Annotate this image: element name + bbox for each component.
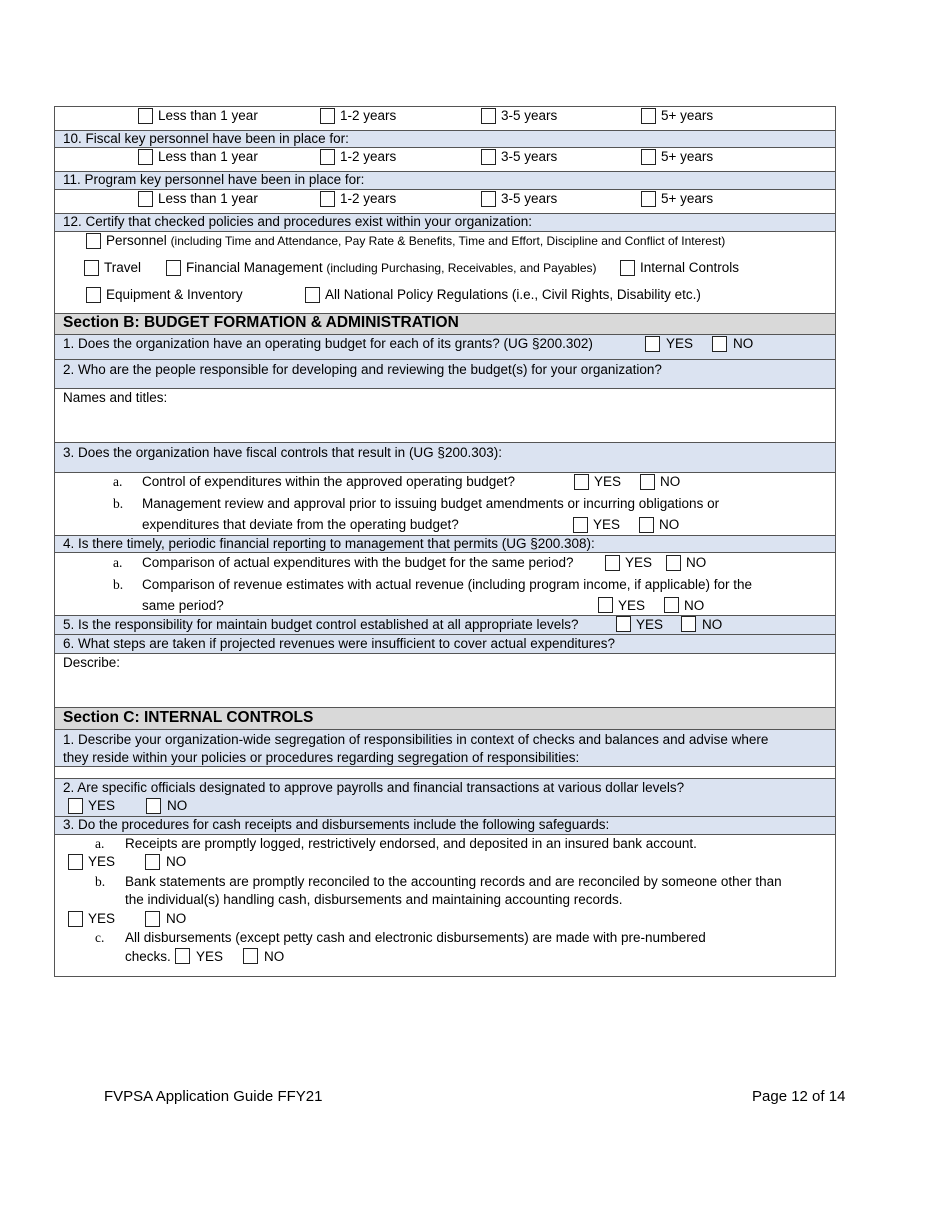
c-a-no-checkbox[interactable] xyxy=(145,854,160,870)
describe-field[interactable] xyxy=(63,673,823,703)
b-q4b-yes-label: YES xyxy=(618,598,646,613)
b-q5-no-label: NO xyxy=(702,617,723,632)
c-q1-line2: they reside within your policies or procedures regarding segregation of responsibilities: xyxy=(63,750,580,765)
c-a-label: a. xyxy=(95,836,105,851)
c-q2-yes-checkbox[interactable] xyxy=(68,798,83,814)
b-q4a-no-label: NO xyxy=(686,555,707,570)
financial-management-label xyxy=(186,260,597,276)
b-q1-text: 1. Does the organization have an operating budget for each of its grants? (UG §200.302) xyxy=(63,336,593,351)
c-c-line2: checks. xyxy=(125,949,171,964)
personnel-checkbox[interactable] xyxy=(86,233,101,249)
c-b-label: b. xyxy=(95,874,106,889)
b-q3b-yes-label: YES xyxy=(593,517,621,532)
c-c-yes-label: YES xyxy=(196,949,224,964)
internal-controls-label: Internal Controls xyxy=(640,260,740,275)
names-titles-field[interactable] xyxy=(63,407,823,439)
q9-y12-checkbox[interactable] xyxy=(320,108,335,124)
c-c-no-label: NO xyxy=(264,949,285,964)
c-q2-no-checkbox[interactable] xyxy=(146,798,161,814)
c-a-yes-checkbox[interactable] xyxy=(68,854,83,870)
footer-page-number: Page 12 of 14 xyxy=(752,1088,846,1105)
q11-y5p-label: 5+ years xyxy=(661,191,714,206)
q9-lt1-label: Less than 1 year xyxy=(158,108,258,123)
q9-y35-label: 3-5 years xyxy=(501,108,558,123)
b-q3b-line2: expenditures that deviate from the operating budget? xyxy=(142,517,459,532)
b-q5-yes-label: YES xyxy=(636,617,664,632)
c-q2-no-label: NO xyxy=(167,798,188,813)
q11-y12-label: 1-2 years xyxy=(340,191,397,206)
c-a-yes-label: YES xyxy=(88,854,116,869)
b-q3a-no-label: NO xyxy=(660,474,681,489)
financial-note: (including Purchasing, Receivables, and Payables) xyxy=(326,261,597,275)
b-q3a-no-checkbox[interactable] xyxy=(640,474,655,490)
b-q4b-no-checkbox[interactable] xyxy=(664,597,679,613)
q10-lt1-checkbox[interactable] xyxy=(138,149,153,165)
b-q1-yes-label: YES xyxy=(666,336,694,351)
internal-controls-checkbox[interactable] xyxy=(620,260,635,276)
b-q3b-line1: Management review and approval prior to issuing budget amendments or incurring obligations or xyxy=(142,496,720,511)
b-q3b-no-label: NO xyxy=(659,517,680,532)
c-a-text: Receipts are promptly logged, restrictively endorsed, and deposited in an insured bank account. xyxy=(125,836,697,851)
national-policy-checkbox[interactable] xyxy=(305,287,320,303)
c-b-yes-label: YES xyxy=(88,911,116,926)
c-c-label: c. xyxy=(95,930,105,945)
b-q6-text: 6. What steps are taken if projected revenues were insufficient to cover actual expenditures? xyxy=(63,636,616,651)
b-q4b-line1: Comparison of revenue estimates with actual revenue (including program income, if applicable) for the xyxy=(142,577,753,592)
q11-y35-checkbox[interactable] xyxy=(481,191,496,207)
b-q2-text: 2. Who are the people responsible for developing and reviewing the budget(s) for your organization? xyxy=(63,362,662,377)
q10-lt1-label: Less than 1 year xyxy=(158,149,258,164)
q10-y5p-label: 5+ years xyxy=(661,149,714,164)
b-q4a-yes-label: YES xyxy=(625,555,653,570)
q11-lt1-label: Less than 1 year xyxy=(158,191,258,206)
b-q5-text: 5. Is the responsibility for maintain budget control established at all appropriate levels? xyxy=(63,617,579,632)
financial-management-checkbox[interactable] xyxy=(166,260,181,276)
b-q3b-yes-checkbox[interactable] xyxy=(573,517,588,533)
q11-lt1-checkbox[interactable] xyxy=(138,191,153,207)
b-q4-text: 4. Is there timely, periodic financial reporting to management that permits (UG §200.308): xyxy=(63,536,595,551)
q10-y35-checkbox[interactable] xyxy=(481,149,496,165)
equipment-checkbox[interactable] xyxy=(86,287,101,303)
b-q3a-yes-label: YES xyxy=(594,474,622,489)
b-q4a-no-checkbox[interactable] xyxy=(666,555,681,571)
b-q3a-text: Control of expenditures within the approved operating budget? xyxy=(142,474,516,489)
q10-y5p-checkbox[interactable] xyxy=(641,149,656,165)
q9-y5p-checkbox[interactable] xyxy=(641,108,656,124)
b-q1-no-label: NO xyxy=(733,336,754,351)
q12-text: 12. Certify that checked policies and procedures exist within your organization: xyxy=(63,214,532,229)
describe-label: Describe: xyxy=(63,655,121,670)
q11-y35-label: 3-5 years xyxy=(501,191,558,206)
b-q3a-yes-checkbox[interactable] xyxy=(574,474,589,490)
c-a-no-label: NO xyxy=(166,854,187,869)
b-q4a-label: a. xyxy=(113,555,123,570)
b-q5-no-checkbox[interactable] xyxy=(681,616,696,632)
financial-title: Financial Management xyxy=(186,260,323,275)
b-q4b-yes-checkbox[interactable] xyxy=(598,597,613,613)
names-titles-label: Names and titles: xyxy=(63,390,168,405)
travel-label: Travel xyxy=(104,260,142,275)
q9-y35-checkbox[interactable] xyxy=(481,108,496,124)
national-policy-label: All National Policy Regulations (i.e., Civil Rights, Disability etc.) xyxy=(325,287,701,302)
c-b-line1: Bank statements are promptly reconciled to the accounting records and are reconciled by someone other than xyxy=(125,874,782,889)
c-q3-text: 3. Do the procedures for cash receipts and disbursements include the following safeguards: xyxy=(63,817,610,832)
personnel-title: Personnel xyxy=(106,233,167,248)
footer-guide-title: FVPSA Application Guide FFY21 xyxy=(104,1088,323,1105)
c-q1-line1: 1. Describe your organization-wide segregation of responsibilities in context of checks and balances and advise where xyxy=(63,732,769,747)
form-table xyxy=(54,106,836,977)
q11-text: 11. Program key personnel have been in place for: xyxy=(63,172,365,187)
c-c-no-checkbox[interactable] xyxy=(243,948,258,964)
b-q3b-label: b. xyxy=(113,496,124,511)
q10-y35-label: 3-5 years xyxy=(501,149,558,164)
b-q4b-label: b. xyxy=(113,577,124,592)
b-q4a-yes-checkbox[interactable] xyxy=(605,555,620,571)
c-c-line1: All disbursements (except petty cash and electronic disbursements) are made with pre-numbered xyxy=(125,930,706,945)
b-q4b-no-label: NO xyxy=(684,598,705,613)
q9-lt1-checkbox[interactable] xyxy=(138,108,153,124)
c-b-no-checkbox[interactable] xyxy=(145,911,160,927)
b-q1-no-checkbox[interactable] xyxy=(712,336,727,352)
c-c-yes-checkbox[interactable] xyxy=(175,948,190,964)
travel-checkbox[interactable] xyxy=(84,260,99,276)
equipment-label: Equipment & Inventory xyxy=(106,287,243,302)
section-b-title: Section B: BUDGET FORMATION & ADMINISTRATION xyxy=(63,314,459,331)
section-c-title: Section C: INTERNAL CONTROLS xyxy=(63,709,314,726)
b-q3b-no-checkbox[interactable] xyxy=(639,517,654,533)
personnel-label xyxy=(106,233,725,249)
c-b-yes-checkbox[interactable] xyxy=(68,911,83,927)
q10-y12-checkbox[interactable] xyxy=(320,149,335,165)
c-q2-text: 2. Are specific officials designated to approve payrolls and financial transactions at various dollar levels? xyxy=(63,780,685,795)
b-q4b-line2: same period? xyxy=(142,598,224,613)
b-q3a-label: a. xyxy=(113,474,123,489)
q9-y12-label: 1-2 years xyxy=(340,108,397,123)
b-q4a-text: Comparison of actual expenditures with the budget for the same period? xyxy=(142,555,574,570)
q10-y12-label: 1-2 years xyxy=(340,149,397,164)
c-b-line2: the individual(s) handling cash, disbursements and maintaining accounting records. xyxy=(125,892,623,907)
personnel-note: (including Time and Attendance, Pay Rate & Benefits, Time and Effort, Discipline and Conflict of Interest) xyxy=(170,234,726,248)
b-q5-yes-checkbox[interactable] xyxy=(616,616,631,632)
c-b-no-label: NO xyxy=(166,911,187,926)
c-q2-yes-label: YES xyxy=(88,798,116,813)
q11-y12-checkbox[interactable] xyxy=(320,191,335,207)
b-q1-yes-checkbox[interactable] xyxy=(645,336,660,352)
q10-text: 10. Fiscal key personnel have been in place for: xyxy=(63,131,349,146)
q9-y5p-label: 5+ years xyxy=(661,108,714,123)
q11-y5p-checkbox[interactable] xyxy=(641,191,656,207)
b-q3-text: 3. Does the organization have fiscal controls that result in (UG §200.303): xyxy=(63,445,502,460)
